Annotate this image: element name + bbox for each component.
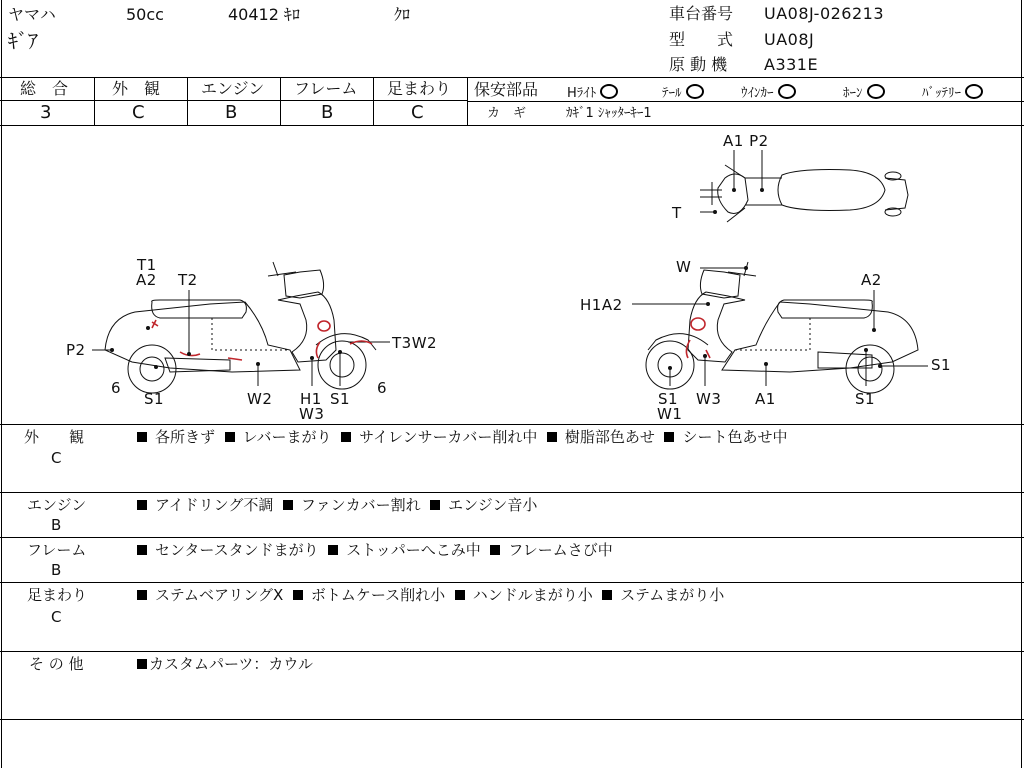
bullet-square-icon	[341, 432, 351, 442]
diagram-label: W2	[247, 390, 273, 408]
key-value: ｶｷﾞ1 ｼｬｯﾀｰｷｰ1	[566, 106, 652, 121]
grade-frame-label: フレーム	[294, 79, 358, 98]
bullet-square-icon	[137, 590, 147, 600]
note-items-suspension: ステムベアリングX ボトムケース削れ小 ハンドルまがり小 ステムまがり小	[137, 588, 724, 603]
safety-tail: ﾃｰﾙ	[662, 84, 704, 100]
grade-exterior: C	[132, 102, 145, 123]
note-category: そ の 他	[29, 655, 84, 673]
engine-label: 原 動 機	[669, 55, 728, 74]
bullet-square-icon	[225, 432, 235, 442]
note-category: 足まわり	[27, 586, 88, 604]
bullet-square-icon	[547, 432, 557, 442]
diagram-label: T3W2	[392, 334, 438, 352]
safety-label: 保安部品	[474, 80, 539, 99]
displacement: 50cc	[126, 5, 164, 24]
note-items-engine: アイドリング不調 ファンカバー割れ エンジン音小	[137, 498, 537, 513]
bullet-square-icon	[293, 590, 303, 600]
bullet-square-icon	[137, 545, 147, 555]
note-items-frame: センタースタンドまがり ストッパーへこみ中 フレームさび中	[137, 543, 613, 558]
diagram-label: T1	[137, 256, 157, 274]
bullet-square-icon	[664, 432, 674, 442]
note-category: 外 観	[24, 428, 85, 446]
bullet-square-icon	[328, 545, 338, 555]
note-grade: B	[51, 561, 62, 579]
diagram-label: H1A2	[580, 296, 623, 314]
scooter-top-view	[700, 165, 908, 222]
engine-value: A331E	[764, 55, 819, 74]
bullet-square-icon	[455, 590, 465, 600]
safety-winker: ｳｲﾝｶｰ	[741, 84, 796, 100]
note-grade: C	[51, 608, 62, 626]
type-value: UA08J	[764, 30, 815, 49]
diagram-label: W3	[696, 390, 722, 408]
grade-engine: B	[225, 102, 238, 123]
type-label: 型 式	[669, 30, 734, 49]
grade-exterior-label: 外 観	[112, 79, 161, 98]
diagram-label: A2	[136, 271, 157, 289]
diagram-label: 6	[377, 379, 388, 397]
grade-overall-label: 総 合	[20, 79, 69, 98]
note-items-other: カスタムパーツ：カウル	[137, 657, 313, 672]
diagram-label: W1	[657, 405, 683, 423]
diagram-label: A2	[861, 271, 882, 289]
diagram-label: T2	[178, 271, 198, 289]
diagram-label: S1	[330, 390, 351, 408]
color: ｸﾛ	[394, 5, 411, 24]
maker: ヤマハ	[8, 5, 56, 24]
safety-battery: ﾊﾞｯﾃﾘｰ	[922, 84, 983, 100]
note-category: エンジン	[27, 496, 87, 514]
diagram-label: A1 P2	[723, 132, 769, 150]
grade-suspension-label: 足まわり	[387, 79, 452, 98]
grade-suspension: C	[411, 102, 424, 123]
label-dots	[110, 188, 882, 370]
diagram-label: S1	[931, 356, 952, 374]
bullet-square-icon	[283, 500, 293, 510]
note-grade: C	[51, 449, 62, 467]
bullet-square-icon	[602, 590, 612, 600]
diagram-label: P2	[66, 341, 86, 359]
grade-frame: B	[321, 102, 334, 123]
mileage: 40412 ｷﾛ	[228, 5, 300, 24]
diagram-label: W	[676, 258, 692, 276]
grade-engine-label: エンジン	[201, 79, 265, 98]
model-name: ｷﾞｱ	[8, 29, 38, 53]
diagram-label: S1	[144, 390, 165, 408]
note-items-exterior: 各所きず レバーまがり サイレンサーカバー削れ中 樹脂部色あせ シート色あせ中	[137, 430, 787, 445]
diagram-label: T	[672, 204, 682, 222]
frame-no-label: 車台番号	[669, 4, 734, 23]
safety-headlight: Hﾗｲﾄ	[567, 84, 618, 100]
grade-overall: 3	[40, 102, 52, 123]
diagram-label: S1	[658, 390, 679, 408]
bullet-square-icon	[490, 545, 500, 555]
bullet-square-icon	[137, 500, 147, 510]
bullet-square-icon	[137, 659, 147, 669]
safety-horn: ﾎｰﾝ	[843, 84, 885, 100]
diagram-label: S1	[855, 390, 876, 408]
key-label: カ ギ	[487, 106, 527, 121]
bullet-square-icon	[137, 432, 147, 442]
leader-lines	[92, 150, 928, 386]
diagram-label: A1	[755, 390, 776, 408]
diagram-label: 6	[111, 379, 122, 397]
bullet-square-icon	[430, 500, 440, 510]
diagram-label: W3	[299, 405, 325, 423]
frame-no: UA08J-026213	[764, 4, 885, 23]
note-category: フレーム	[27, 541, 87, 559]
diagram-label: H1	[300, 390, 322, 408]
note-grade: B	[51, 516, 62, 534]
